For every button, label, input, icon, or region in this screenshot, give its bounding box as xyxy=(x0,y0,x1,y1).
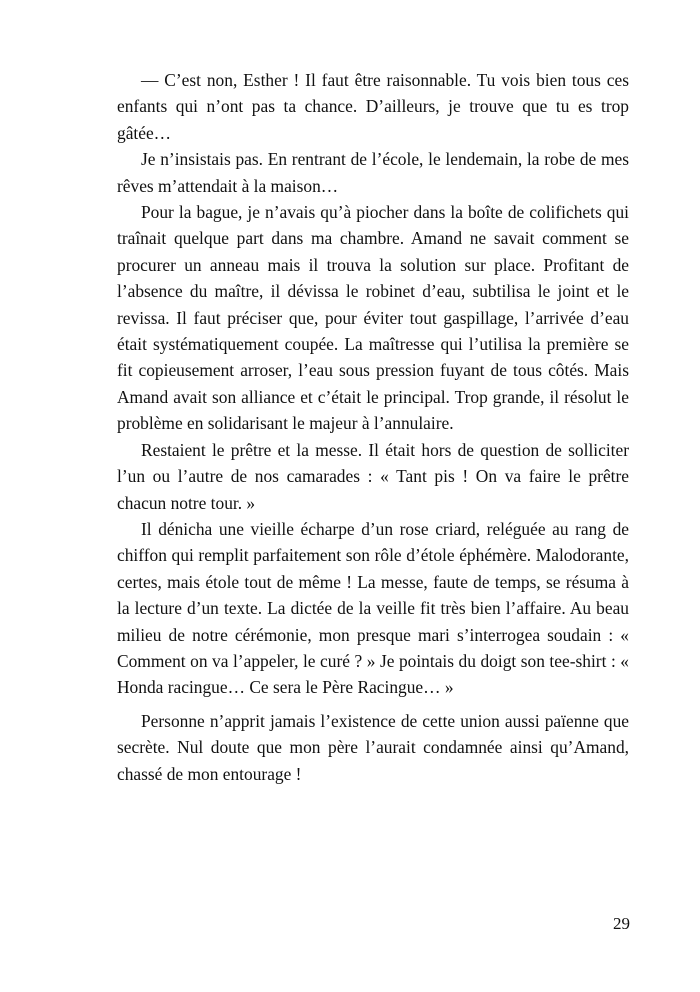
paragraph-dress: Je n’insistais pas. En rentrant de l’école, le lendemain, la robe de mes rêves m’attendait à la maison… xyxy=(117,149,629,196)
paragraph-ring: Pour la bague, je n’avais qu’à piocher dans la boîte de colifichets qui traînait quelque part dans ma chambre. Amand ne savait comment se procurer un anneau mais il trouva la solution sur place. Profitant de l’absence du maître, il dévissa le robinet d’eau, subtilisa le joint et le revissa. Il faut préciser que, pour éviter tout gaspillage, l’arrivée d’eau était systématiquement coupée. La maîtresse qui l’utilisa la première se fit copieusement arroser, l’eau sous pression fuyant de tous côtés. Mais Amand avait son alliance et c’était le principal. Trop grande, il résolut le problème en solidarisant le majeur à l’annulaire. xyxy=(117,202,629,434)
paragraph-priest: Restaient le prêtre et la messe. Il était hors de question de solliciter l’un ou l’autre de nos camarades : « Tant pis ! On va faire le prêtre chacun notre tour. » xyxy=(117,439,629,513)
paragraph-dialogue-refusal: — C’est non, Esther ! Il faut être raisonnable. Tu vois bien tous ces enfants qui n’ont pas ta chance. D’ailleurs, je trouve que tu es trop gâtée… xyxy=(117,70,629,143)
page-number: 29 xyxy=(613,914,630,933)
paragraph-ceremony: Il dénicha une vieille écharpe d’un rose criard, reléguée au rang de chiffon qui remplit parfaitement son rôle d’étole éphémère. Malodorante, certes, mais étole tout de même ! La messe, faute de temps, se résuma à la lecture d’un texte. La dictée de la veille fit très bien l’affaire. Au beau milieu de notre cérémonie, mon presque mari s’interrogea soudain : « Comment on va l’appeler, le curé ? » Je pointais du doigt son tee-shirt : « Honda racingue… Ce sera le Père Racingue… » xyxy=(117,518,629,698)
body-text xyxy=(117,67,629,787)
paragraph-secret-union: Personne n’apprit jamais l’existence de cette union aussi païenne que secrète. Nul doute que mon père l’aurait condamnée ainsi qu’Amand, chassé de mon entourage ! xyxy=(117,710,629,784)
